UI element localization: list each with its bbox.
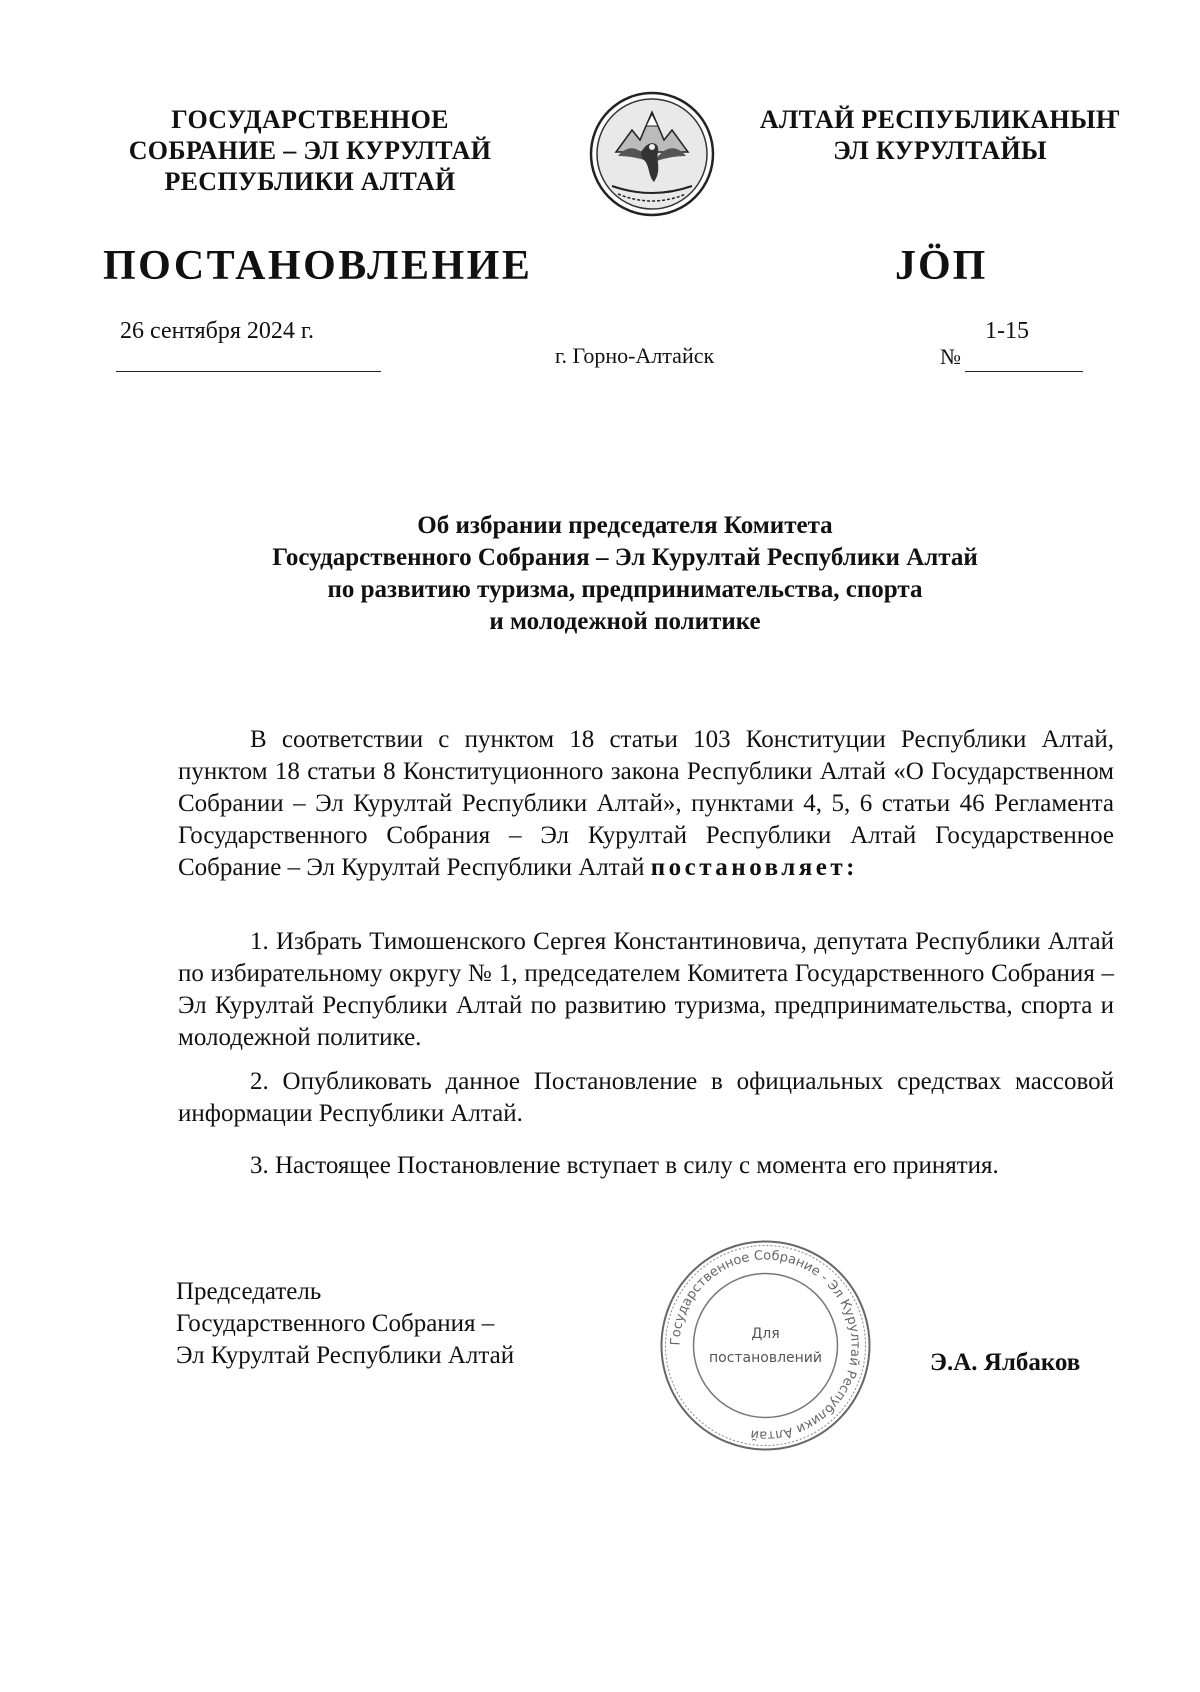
preamble-paragraph <box>178 724 1114 884</box>
coat-of-arms-icon <box>588 90 716 218</box>
doc-number: 1-15 <box>985 318 1029 344</box>
doc-date: 26 сентября 2024 г. <box>120 318 315 344</box>
doc-title <box>150 510 1100 638</box>
signatory-name: Э.А. Ялбаков <box>930 1349 1081 1376</box>
stamp-ring-text: Государственное Собрание - Эл Курултай Республики Алтай <box>668 1248 863 1443</box>
doc-city: г. Горно-Алтайск <box>555 343 715 368</box>
item-2-paragraph: 2. Опубликовать данное Постановление в официальных средствах массовой информации Республики Алтай. <box>178 1068 1114 1127</box>
title-line: Государственного Собрания – Эл Курултай Республики Алтай <box>272 544 978 571</box>
header-right-org-name <box>735 104 1145 166</box>
header-left-line: ГОСУДАРСТВЕННОЕ <box>171 105 449 134</box>
stamp-center-line: постановлений <box>708 1350 823 1366</box>
item-1-paragraph: 1. Избрать Тимошенского Сергея Константиновича, депутата Республики Алтай по избирательному округу № 1, председателем Комитета Государственного Собрания – Эл Курултай Республики Алтай по развитию туризма, предпринимательства, спорта и молодежной политике. <box>178 928 1114 1051</box>
header-left-line: СОБРАНИЕ – ЭЛ КУРУЛТАЙ <box>128 136 492 165</box>
official-stamp <box>658 1238 873 1453</box>
number-sign: № <box>940 344 961 369</box>
header-right-line: ЭЛ КУРУЛТАЙЫ <box>833 136 1047 165</box>
signatory-title <box>176 1276 514 1372</box>
signatory-title-line: Государственного Собрания – <box>176 1310 495 1337</box>
signatory-title-line: Председатель <box>176 1278 322 1305</box>
header-left-org-name <box>100 104 520 197</box>
svg-text:Государственное Собрание - Эл <box>668 1248 862 1442</box>
signatory-title-line: Эл Курултай Республики Алтай <box>176 1342 515 1369</box>
header-left-line: РЕСПУБЛИКИ АЛТАЙ <box>164 167 456 196</box>
resolves-word: постановляет: <box>650 854 858 881</box>
title-line: Об избрании председателя Комитета <box>417 512 833 539</box>
title-line: и молодежной политике <box>489 608 761 635</box>
doc-type-russian: ПОСТАНОВЛЕНИЕ <box>103 243 533 289</box>
doc-type-altai: JÖП <box>895 243 988 289</box>
title-line: по развитию туризма, предпринимательства, спорта <box>327 576 923 603</box>
stamp-center-line: Для <box>751 1326 780 1342</box>
stamp-ring-icon <box>658 1238 873 1453</box>
item-3-paragraph: 3. Настоящее Постановление вступает в силу с момента его принятия. <box>250 1152 999 1179</box>
number-underline <box>965 371 1083 372</box>
preamble-text: В соответствии с пунктом 18 статьи 103 Конституции Республики Алтай, пунктом 18 статьи 8 Конституционного закона Республики Алтай «О Государственном Собрании – Эл Курултай Республики Алтай», пунктами 4, 5, 6 статьи 46 Регламента Государственного Собрания – Эл Курултай Республики Алтай Государственное Собрание – Эл Курултай Республики Алтай <box>178 726 1114 881</box>
date-underline <box>116 371 381 372</box>
header-right-line: АЛТАЙ РЕСПУБЛИКАНЫҤ <box>759 105 1121 134</box>
